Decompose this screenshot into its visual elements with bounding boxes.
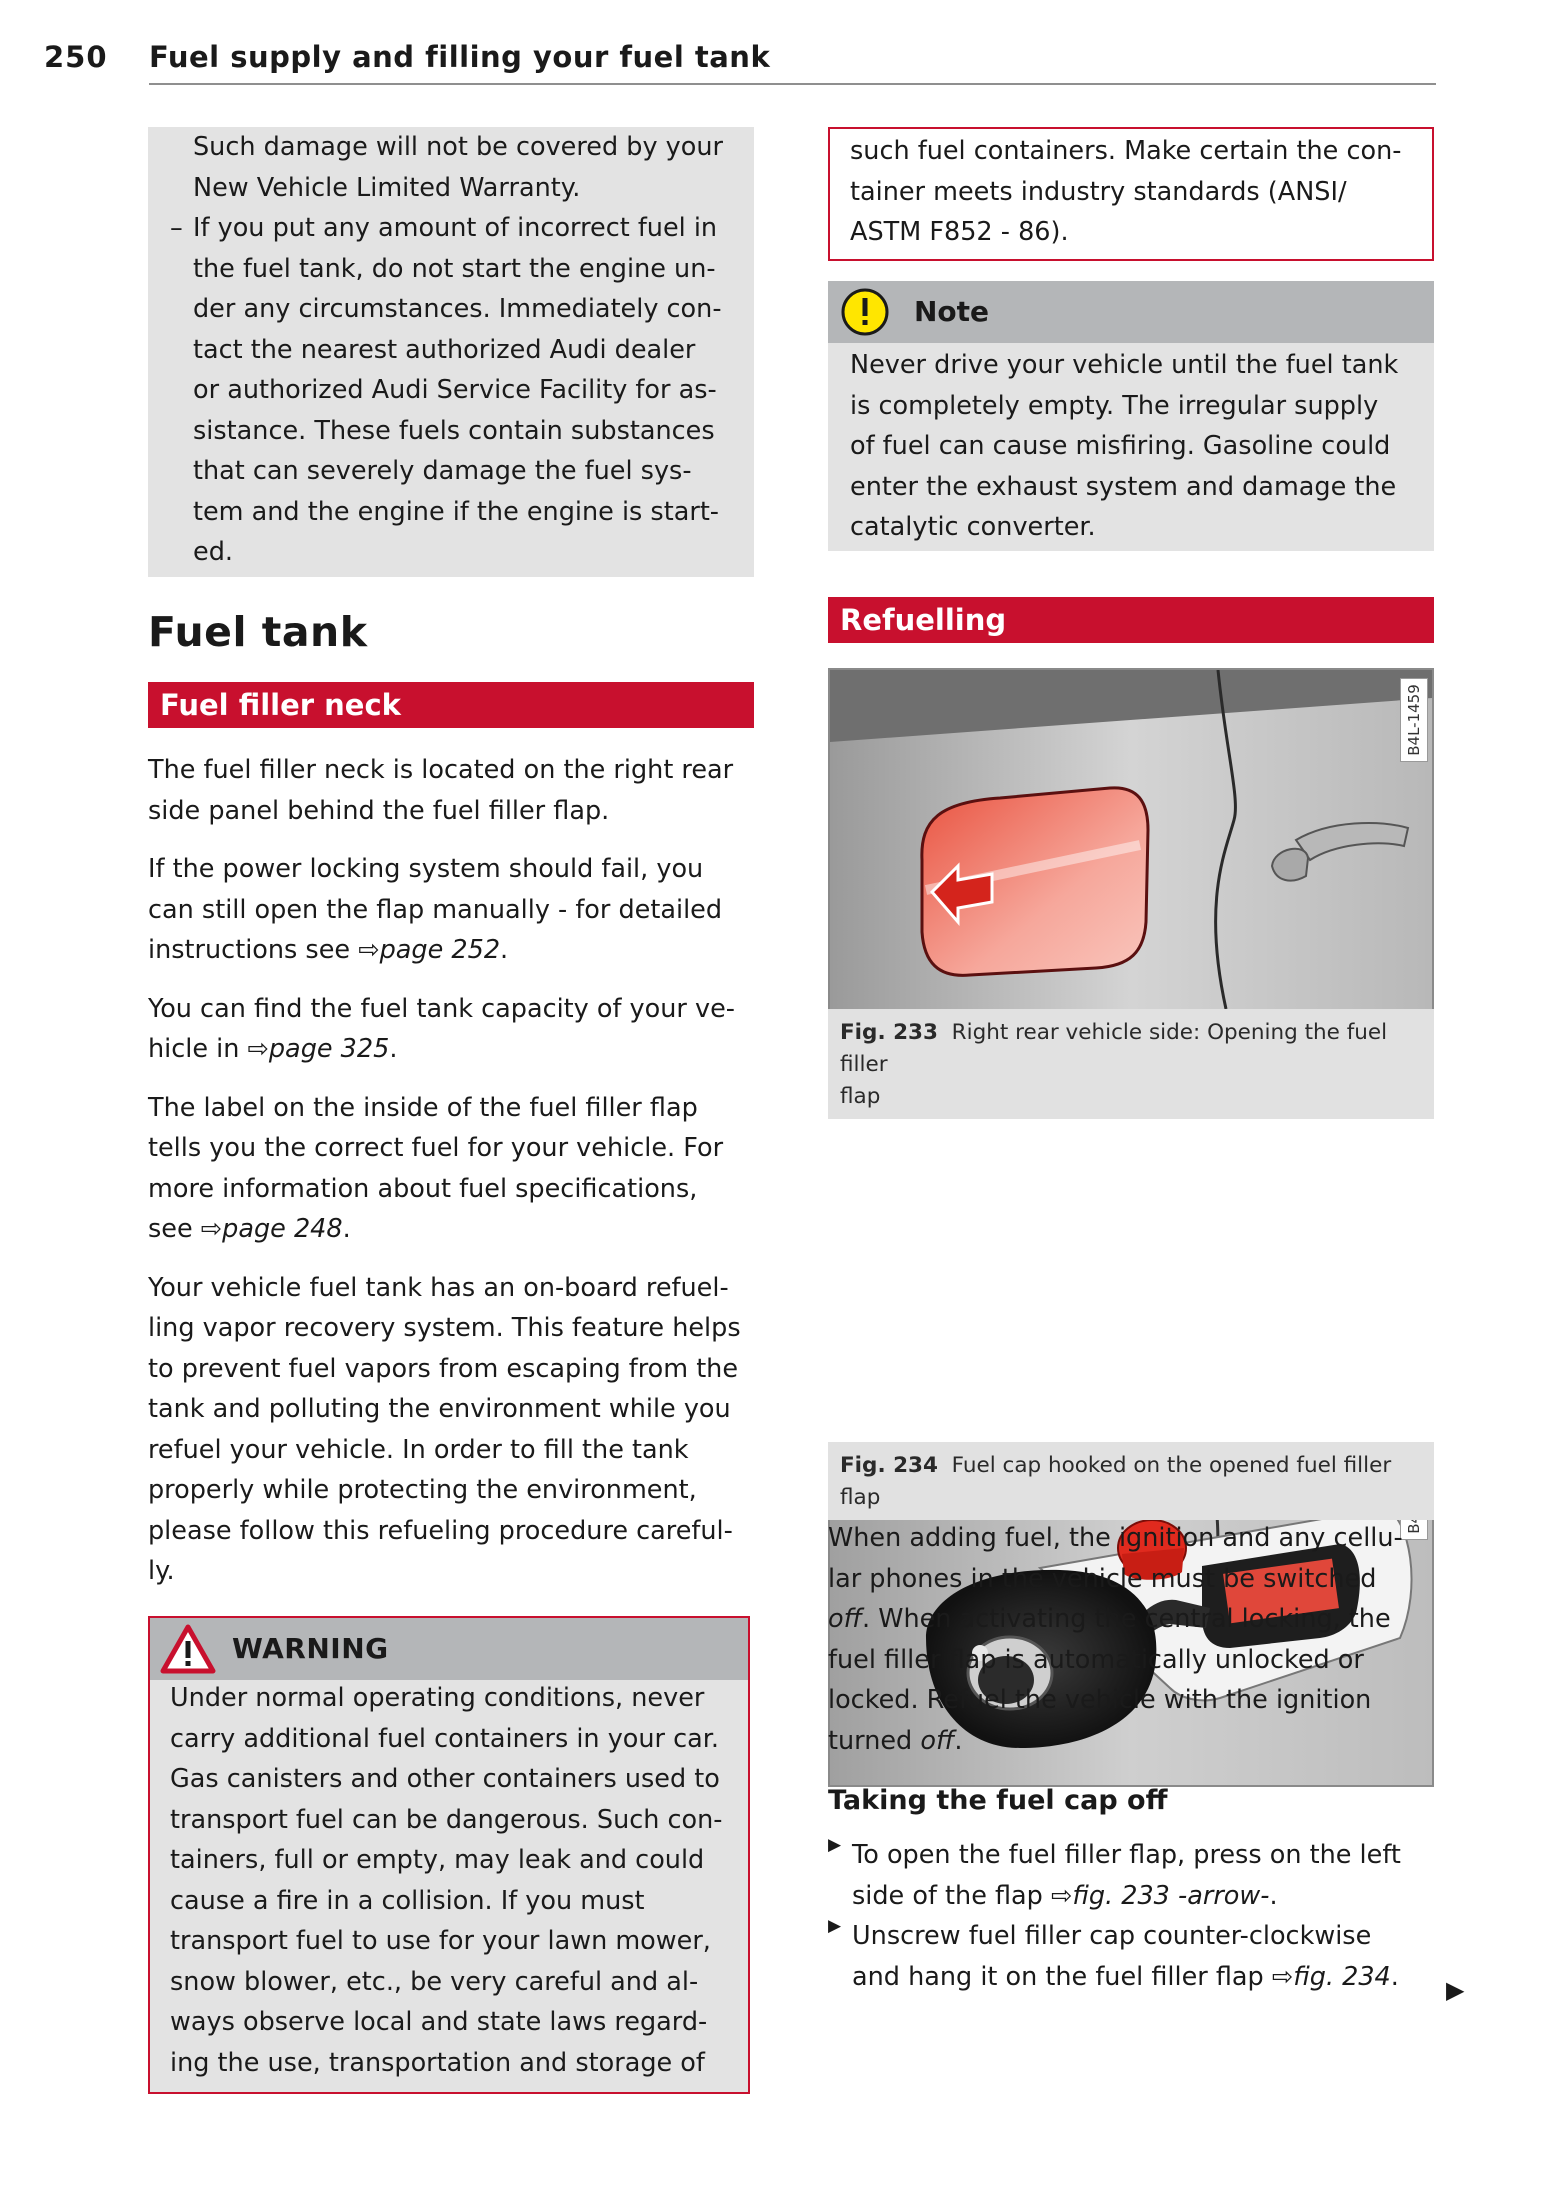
paragraph-line: hicle in ⇨page 325. <box>148 1034 398 1064</box>
ref-arrow-icon: ⇨ <box>1050 1880 1073 1911</box>
warning-title: WARNING <box>232 1632 389 1665</box>
note-line: Never drive your vehicle until the fuel tank <box>850 350 1399 380</box>
instruction-step: ▶ To open the fuel filler flap, press on the left side of the flap ⇨fig. 233 -arrow-. <box>828 1835 1401 1911</box>
figure-label: Fig. 233 <box>840 1020 938 1045</box>
page-ref-link[interactable]: page 325 <box>268 1034 390 1064</box>
caution-line: that can severely damage the fuel sys- <box>193 456 692 486</box>
page-number: 250 <box>44 40 108 74</box>
paragraph-line: The fuel filler neck is located on the right rear <box>148 755 734 785</box>
warning-line: transport fuel to use for your lawn mower, <box>170 1926 711 1956</box>
warning-line: carry additional fuel containers in your car. <box>170 1723 720 1754</box>
figure-code-tag: B4L-1459 <box>1400 678 1428 762</box>
paragraph-line: locked. Refuel the vehicle with the ignition <box>828 1685 1372 1715</box>
dash-marker: – <box>170 213 183 243</box>
header-rule <box>149 83 1436 85</box>
page-header <box>44 40 1436 86</box>
figure-label: Fig. 234 <box>840 1453 938 1478</box>
note-line: of fuel can cause misfiring. Gasoline could <box>850 431 1391 461</box>
warning-line: ways observe local and state laws regard- <box>170 2007 708 2037</box>
instruction-step: ▶ Unscrew fuel filler cap counter-clockwise and hang it on the fuel filler flap ⇨fig. 234. <box>828 1916 1399 1992</box>
continued-caution-box <box>148 127 754 577</box>
warning-line: Gas canisters and other containers used to <box>170 1764 720 1794</box>
warning-triangle-icon <box>160 1624 216 1674</box>
body-text-left <box>148 750 754 1592</box>
page-ref-link[interactable]: page 252 <box>379 935 501 965</box>
paragraph-line: The label on the inside of the fuel filler flap <box>148 1092 698 1123</box>
paragraph-line: ling vapor recovery system. This feature helps <box>148 1313 741 1343</box>
caution-line: der any circumstances. Immediately con- <box>193 294 722 324</box>
warning-line: ASTM F852 - 86). <box>850 217 1069 247</box>
paragraph-line: instructions see ⇨page 252. <box>148 935 509 965</box>
continued-next-page-icon[interactable]: ▶ <box>1446 1976 1465 2004</box>
warning-line: cause a fire in a collision. If you must <box>170 1885 645 1916</box>
paragraph-line: can still open the flap manually - for detailed <box>148 894 723 925</box>
bullet-triangle-icon: ▶ <box>828 1916 842 1936</box>
note-title: Note <box>914 295 990 328</box>
warning-line: Under normal operating conditions, never <box>170 1683 705 1713</box>
bullet-triangle-icon: ▶ <box>828 1835 842 1855</box>
warning-box <box>148 1616 750 2094</box>
warning-line: ing the use, transportation and storage of <box>170 2047 705 2078</box>
warning-line: tainer meets industry standards (ANSI/ <box>850 176 1347 207</box>
ref-arrow-icon: ⇨ <box>358 935 380 965</box>
body-text-right <box>828 1518 1434 1997</box>
figure-233 <box>828 668 1434 1011</box>
chapter-title: Fuel supply and filling your fuel tank <box>149 40 771 74</box>
paragraph-line: You can find the fuel tank capacity of your ve- <box>148 993 735 1024</box>
subsection-bar-fuel-filler-neck: Fuel filler neck <box>148 682 754 728</box>
warning-line: snow blower, etc., be very careful and al- <box>170 1966 699 1997</box>
paragraph-line: If the power locking system should fail, you <box>148 854 704 884</box>
note-line: enter the exhaust system and damage the <box>850 471 1397 502</box>
paragraph-line: tank and polluting the environment while you <box>148 1394 731 1424</box>
fuel-flap-closed-illustration <box>830 670 1432 1009</box>
paragraph-line: more information about fuel specifications, <box>148 1173 698 1204</box>
note-line: is completely empty. The irregular supply <box>850 390 1379 421</box>
paragraph-line: lar phones in the vehicle must be switched <box>828 1563 1377 1594</box>
paragraph-line: ly. <box>148 1556 175 1586</box>
caution-line: sistance. These fuels contain substances <box>193 415 715 446</box>
paragraph-line: turned off. <box>828 1725 963 1756</box>
warning-continued-box <box>828 127 1434 261</box>
paragraph-line: Your vehicle fuel tank has an on-board refuel- <box>148 1272 729 1303</box>
paragraph-line: properly while protecting the environment, <box>148 1475 697 1505</box>
ref-arrow-icon: ⇨ <box>1271 1961 1294 1992</box>
caution-line: tact the nearest authorized Audi dealer <box>193 334 696 365</box>
paragraph-line: side panel behind the fuel filler flap. <box>148 795 610 826</box>
warning-line: transport fuel can be dangerous. Such con- <box>170 1804 723 1835</box>
subheading-taking-fuel-cap-off: Taking the fuel cap off <box>828 1785 1168 1816</box>
caution-line: If you put any amount of incorrect fuel in <box>193 213 718 243</box>
caution-line: ed. <box>193 537 233 567</box>
paragraph-line: see ⇨page 248. <box>148 1214 351 1244</box>
note-header <box>828 281 1434 343</box>
paragraph-line: to prevent fuel vapors from escaping from the <box>148 1353 739 1384</box>
paragraph-line: When adding fuel, the ignition and any cellu- <box>828 1523 1403 1553</box>
ref-arrow-icon: ⇨ <box>200 1214 223 1244</box>
paragraph-line: refuel your vehicle. In order to fill the tank <box>148 1434 689 1465</box>
caution-line: the fuel tank, do not start the engine un- <box>193 253 716 284</box>
paragraph-line: please follow this refueling procedure careful- <box>148 1515 733 1546</box>
caution-line: or authorized Audi Service Facility for as- <box>193 375 717 405</box>
caution-line: Such damage will not be covered by your <box>193 132 723 162</box>
figure-233-caption: Fig. 233 Right rear vehicle side: Opening the fuel filler flap <box>828 1009 1434 1119</box>
note-box <box>828 281 1434 551</box>
page-ref-link[interactable]: page 248 <box>222 1214 343 1244</box>
figure-ref-link[interactable]: fig. 234 <box>1293 1961 1391 1992</box>
note-line: catalytic converter. <box>850 512 1096 542</box>
subsection-bar-refuelling: Refuelling <box>828 597 1434 643</box>
section-title: Fuel tank <box>148 608 368 656</box>
caution-line: New Vehicle Limited Warranty. <box>193 172 581 203</box>
warning-line: such fuel containers. Make certain the con- <box>850 136 1402 166</box>
exclamation-circle-icon <box>840 287 890 337</box>
paragraph-line: fuel filler flap is automatically unlocked or <box>828 1644 1364 1675</box>
figure-234-caption: Fig. 234 Fuel cap hooked on the opened fuel filler flap <box>828 1442 1434 1520</box>
figure-ref-link[interactable]: fig. 233 -arrow- <box>1072 1880 1270 1911</box>
warning-line: tainers, full or empty, may leak and could <box>170 1845 705 1875</box>
paragraph-line: tells you the correct fuel for your vehicle. For <box>148 1133 724 1163</box>
paragraph-line: off. When activating the central locking, the <box>828 1604 1391 1634</box>
warning-header <box>150 1618 748 1680</box>
ref-arrow-icon: ⇨ <box>247 1034 269 1064</box>
caution-line: tem and the engine if the engine is start- <box>193 496 720 527</box>
